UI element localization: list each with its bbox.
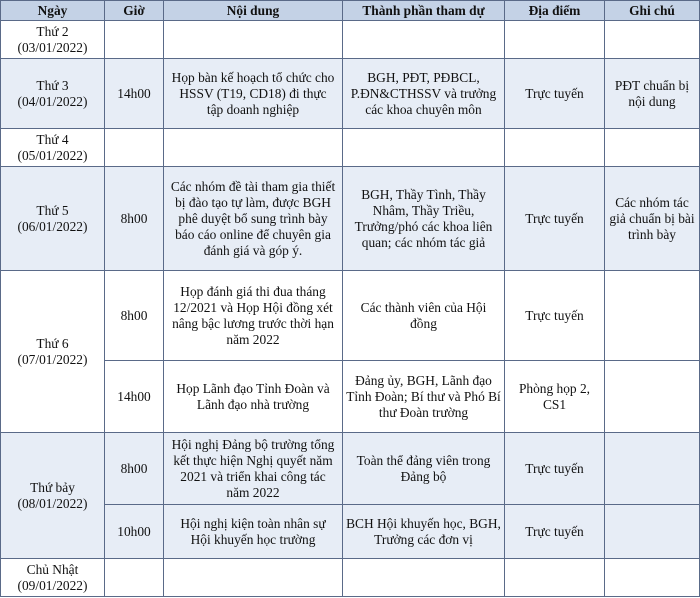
header-time: Giờ	[105, 1, 164, 21]
header-day: Ngày	[1, 1, 105, 21]
time-cell: 14h00	[105, 59, 164, 129]
note-cell	[605, 271, 700, 361]
day-name: Thứ 6	[36, 335, 69, 351]
day-date: (03/01/2022)	[17, 39, 88, 55]
content-cell: Hội nghị kiện toàn nhân sự Hội khuyến học trường	[164, 505, 343, 559]
day-cell	[1, 167, 105, 271]
day-date: (08/01/2022)	[17, 495, 88, 511]
location-cell	[505, 559, 605, 597]
participants-cell	[343, 559, 505, 597]
day-date: (07/01/2022)	[17, 351, 88, 367]
day-date: (06/01/2022)	[17, 218, 88, 234]
location-cell: Trực tuyến	[505, 59, 605, 129]
day-name: Thứ 2	[36, 23, 69, 39]
note-cell	[605, 129, 700, 167]
header-content: Nội dung	[164, 1, 343, 21]
table-row	[1, 559, 700, 597]
location-cell: Trực tuyến	[505, 167, 605, 271]
header-note: Ghi chú	[605, 1, 700, 21]
content-cell	[164, 129, 343, 167]
content-cell: Họp Lãnh đạo Tỉnh Đoàn và Lãnh đạo nhà trường	[164, 361, 343, 433]
note-cell	[605, 361, 700, 433]
participants-cell: BGH, Thầy Tình, Thầy Nhâm, Thầy Triều, Trưởng/phó các khoa liên quan; các nhóm tác giả	[343, 167, 505, 271]
day-cell	[1, 271, 105, 433]
note-cell: PĐT chuẩn bị nội dung	[605, 59, 700, 129]
note-cell	[605, 21, 700, 59]
content-cell: Họp đánh giá thi đua tháng 12/2021 và Họp Hội đồng xét nâng bậc lương trước thời hạn năm 2022	[164, 271, 343, 361]
table-row	[1, 271, 700, 361]
content-cell: Các nhóm đề tài tham gia thiết bị đào tạo tự làm, được BGH phê duyệt bổ sung trình bày báo cáo online để chuyên gia đánh giá và góp ý.	[164, 167, 343, 271]
day-cell	[1, 559, 105, 597]
day-date: (05/01/2022)	[17, 147, 88, 163]
location-cell: Trực tuyến	[505, 433, 605, 505]
header-location: Địa điểm	[505, 1, 605, 21]
time-cell: 14h00	[105, 361, 164, 433]
day-date: (04/01/2022)	[17, 93, 88, 109]
note-cell	[605, 505, 700, 559]
day-date: (09/01/2022)	[17, 577, 88, 593]
note-cell: Các nhóm tác giả chuẩn bị bài trình bày	[605, 167, 700, 271]
participants-cell	[343, 21, 505, 59]
content-cell	[164, 21, 343, 59]
content-cell	[164, 559, 343, 597]
day-cell	[1, 21, 105, 59]
header-row	[1, 1, 700, 21]
table-row	[1, 167, 700, 271]
day-name: Thứ 5	[36, 202, 69, 218]
time-cell: 8h00	[105, 167, 164, 271]
table-row	[1, 59, 700, 129]
day-name: Thứ bảy	[30, 479, 75, 495]
day-cell	[1, 129, 105, 167]
location-cell: Phòng họp 2, CS1	[505, 361, 605, 433]
location-cell: Trực tuyến	[505, 505, 605, 559]
time-cell	[105, 129, 164, 167]
header-participants: Thành phần tham dự	[343, 1, 505, 21]
content-cell: Họp bàn kế hoạch tổ chức cho HSSV (T19, CD18) đi thực tập doanh nghiệp	[164, 59, 343, 129]
participants-cell: Toàn thể đảng viên trong Đảng bộ	[343, 433, 505, 505]
participants-cell: Đảng ủy, BGH, Lãnh đạo Tỉnh Đoàn; Bí thư và Phó Bí thư Đoàn trường	[343, 361, 505, 433]
day-name: Thứ 4	[36, 131, 69, 147]
time-cell: 8h00	[105, 433, 164, 505]
note-cell	[605, 433, 700, 505]
day-cell	[1, 59, 105, 129]
location-cell	[505, 21, 605, 59]
table-row	[1, 129, 700, 167]
table-row	[1, 505, 700, 559]
time-cell: 8h00	[105, 271, 164, 361]
participants-cell: BGH, PĐT, PĐBCL, P.ĐN&CTHSSV và trưởng các khoa chuyên môn	[343, 59, 505, 129]
note-cell	[605, 559, 700, 597]
location-cell: Trực tuyến	[505, 271, 605, 361]
day-name: Chủ Nhật	[26, 561, 79, 577]
location-cell	[505, 129, 605, 167]
table-row	[1, 433, 700, 505]
participants-cell: BCH Hội khuyến học, BGH, Trưởng các đơn vị	[343, 505, 505, 559]
content-cell: Hội nghị Đảng bộ trường tổng kết thực hiện Nghị quyết năm 2021 và triển khai công tác năm 2022	[164, 433, 343, 505]
day-name: Thứ 3	[36, 77, 69, 93]
participants-cell: Các thành viên của Hội đồng	[343, 271, 505, 361]
time-cell: 10h00	[105, 505, 164, 559]
time-cell	[105, 21, 164, 59]
day-cell	[1, 433, 105, 559]
time-cell	[105, 559, 164, 597]
table-row	[1, 21, 700, 59]
participants-cell	[343, 129, 505, 167]
table-row	[1, 361, 700, 433]
